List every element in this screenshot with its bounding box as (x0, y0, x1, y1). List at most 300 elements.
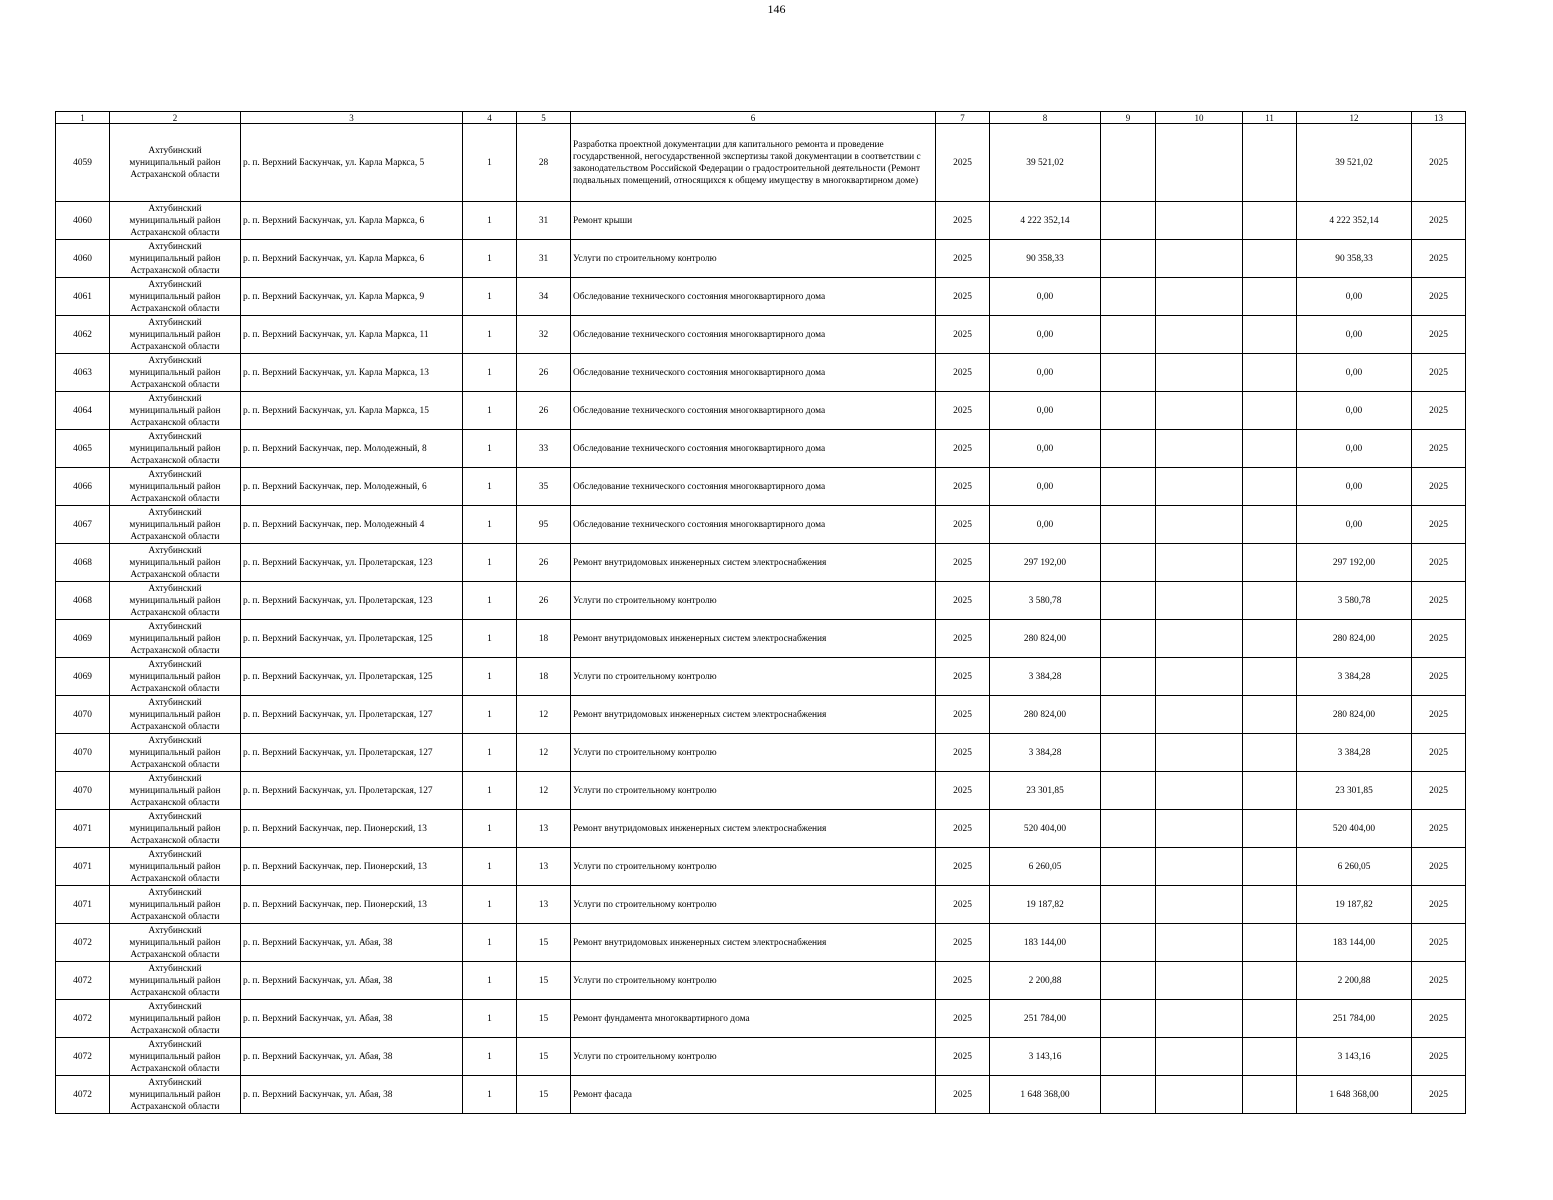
end-year: 2025 (1412, 620, 1466, 658)
year: 2025 (936, 810, 990, 848)
col11-value (1243, 620, 1297, 658)
year: 2025 (936, 544, 990, 582)
municipality (110, 506, 241, 544)
total-cost: 3 580,78 (990, 582, 1101, 620)
col11-value (1243, 430, 1297, 468)
total-cost: 0,00 (990, 506, 1101, 544)
year: 2025 (936, 734, 990, 772)
row-id: 4062 (56, 316, 110, 354)
col9-value (1101, 354, 1156, 392)
year: 2025 (936, 430, 990, 468)
col10-value (1156, 886, 1243, 924)
total-cost: 39 521,02 (990, 124, 1101, 202)
end-year: 2025 (1412, 430, 1466, 468)
fund-cost: 3 384,28 (1297, 734, 1412, 772)
municipality-line: муниципальный район (129, 405, 221, 416)
municipality (110, 316, 241, 354)
fund-cost: 3 384,28 (1297, 658, 1412, 696)
municipality-line: муниципальный район (129, 291, 221, 302)
col5-value: 35 (517, 468, 571, 506)
col10-value (1156, 810, 1243, 848)
municipality-line: Астраханской области (130, 1063, 220, 1074)
end-year: 2025 (1412, 924, 1466, 962)
col4-value: 1 (463, 696, 517, 734)
municipality (110, 430, 241, 468)
municipality-line: Астраханской области (130, 569, 220, 580)
col11-value (1243, 1076, 1297, 1114)
col5-value: 26 (517, 354, 571, 392)
col5-value: 33 (517, 430, 571, 468)
col11-value (1243, 544, 1297, 582)
col11-value (1243, 278, 1297, 316)
address: р. п. Верхний Баскунчак, пер. Пионерский, 13 (241, 810, 463, 848)
col9-value (1101, 240, 1156, 278)
work-type: Услуги по строительному контролю (571, 734, 936, 772)
col5-value: 13 (517, 810, 571, 848)
year: 2025 (936, 354, 990, 392)
end-year: 2025 (1412, 506, 1466, 544)
col9-value (1101, 316, 1156, 354)
address: р. п. Верхний Баскунчак, пер. Пионерский, 13 (241, 848, 463, 886)
end-year: 2025 (1412, 772, 1466, 810)
municipality-line: муниципальный район (129, 671, 221, 682)
table-row (56, 658, 1466, 696)
col9-value (1101, 658, 1156, 696)
total-cost: 0,00 (990, 354, 1101, 392)
address: р. п. Верхний Баскунчак, ул. Пролетарская, 123 (241, 582, 463, 620)
total-cost: 0,00 (990, 468, 1101, 506)
end-year: 2025 (1412, 734, 1466, 772)
work-type: Обследование технического состояния многоквартирного дома (571, 354, 936, 392)
col11-value (1243, 1000, 1297, 1038)
municipality-line: Астраханской области (130, 797, 220, 808)
col5-value: 32 (517, 316, 571, 354)
end-year: 2025 (1412, 240, 1466, 278)
fund-cost: 297 192,00 (1297, 544, 1412, 582)
total-cost: 297 192,00 (990, 544, 1101, 582)
col4-value: 1 (463, 544, 517, 582)
end-year: 2025 (1412, 202, 1466, 240)
end-year: 2025 (1412, 544, 1466, 582)
col10-value (1156, 544, 1243, 582)
col5-value: 26 (517, 544, 571, 582)
municipality-line: Астраханской области (130, 169, 220, 180)
municipality (110, 354, 241, 392)
col4-value: 1 (463, 848, 517, 886)
municipality-line: Астраханской области (130, 531, 220, 542)
total-cost: 90 358,33 (990, 240, 1101, 278)
fund-cost: 280 824,00 (1297, 620, 1412, 658)
col10-value (1156, 316, 1243, 354)
end-year: 2025 (1412, 582, 1466, 620)
col-header-2: 2 (110, 112, 241, 124)
col4-value: 1 (463, 658, 517, 696)
col4-value: 1 (463, 924, 517, 962)
municipality (110, 734, 241, 772)
year: 2025 (936, 848, 990, 886)
col5-value: 31 (517, 202, 571, 240)
address: р. п. Верхний Баскунчак, ул. Карла Маркса, 6 (241, 240, 463, 278)
year: 2025 (936, 392, 990, 430)
municipality-line: муниципальный район (129, 1089, 221, 1100)
year: 2025 (936, 240, 990, 278)
total-cost: 280 824,00 (990, 620, 1101, 658)
total-cost: 0,00 (990, 392, 1101, 430)
municipality-line: муниципальный район (129, 253, 221, 264)
table-row (56, 848, 1466, 886)
col4-value: 1 (463, 1038, 517, 1076)
table-row (56, 582, 1466, 620)
year: 2025 (936, 772, 990, 810)
table-body (56, 124, 1466, 1114)
fund-cost: 3 580,78 (1297, 582, 1412, 620)
row-id: 4064 (56, 392, 110, 430)
col4-value: 1 (463, 582, 517, 620)
end-year: 2025 (1412, 886, 1466, 924)
municipality-line: муниципальный район (129, 557, 221, 568)
municipality-line: муниципальный район (129, 157, 221, 168)
col10-value (1156, 1000, 1243, 1038)
municipality-line: Ахтубинский (148, 925, 202, 936)
municipality (110, 468, 241, 506)
address: р. п. Верхний Баскунчак, ул. Пролетарская, 125 (241, 620, 463, 658)
municipality-line: Ахтубинский (148, 317, 202, 328)
municipality (110, 772, 241, 810)
end-year: 2025 (1412, 316, 1466, 354)
col-header-12: 12 (1297, 112, 1412, 124)
total-cost: 2 200,88 (990, 962, 1101, 1000)
address: р. п. Верхний Баскунчак, ул. Карла Маркса, 5 (241, 124, 463, 202)
col11-value (1243, 924, 1297, 962)
col4-value: 1 (463, 278, 517, 316)
fund-cost: 520 404,00 (1297, 810, 1412, 848)
municipality-line: Ахтубинский (148, 621, 202, 632)
address: р. п. Верхний Баскунчак, пер. Пионерский, 13 (241, 886, 463, 924)
col9-value (1101, 1000, 1156, 1038)
municipality (110, 240, 241, 278)
table-row (56, 1000, 1466, 1038)
col-header-10: 10 (1156, 112, 1243, 124)
year: 2025 (936, 1076, 990, 1114)
col10-value (1156, 468, 1243, 506)
municipality-line: муниципальный район (129, 1051, 221, 1062)
fund-cost: 2 200,88 (1297, 962, 1412, 1000)
address: р. п. Верхний Баскунчак, ул. Пролетарская, 125 (241, 658, 463, 696)
municipality-line: Астраханской области (130, 493, 220, 504)
work-type: Обследование технического состояния многоквартирного дома (571, 506, 936, 544)
end-year: 2025 (1412, 392, 1466, 430)
works-table (55, 111, 1466, 1114)
table-row (56, 1038, 1466, 1076)
col5-value: 15 (517, 1038, 571, 1076)
work-type: Ремонт фундамента многоквартирного дома (571, 1000, 936, 1038)
address: р. п. Верхний Баскунчак, ул. Карла Маркса, 15 (241, 392, 463, 430)
address: р. п. Верхний Баскунчак, ул. Абая, 38 (241, 924, 463, 962)
col11-value (1243, 810, 1297, 848)
table-row (56, 696, 1466, 734)
col4-value: 1 (463, 316, 517, 354)
municipality-line: Ахтубинский (148, 545, 202, 556)
col5-value: 26 (517, 582, 571, 620)
municipality-line: муниципальный район (129, 709, 221, 720)
fund-cost: 6 260,05 (1297, 848, 1412, 886)
year: 2025 (936, 962, 990, 1000)
fund-cost: 183 144,00 (1297, 924, 1412, 962)
fund-cost: 90 358,33 (1297, 240, 1412, 278)
row-id: 4068 (56, 544, 110, 582)
table-row (56, 810, 1466, 848)
municipality-line: Ахтубинский (148, 203, 202, 214)
col11-value (1243, 240, 1297, 278)
row-id: 4067 (56, 506, 110, 544)
row-id: 4071 (56, 886, 110, 924)
col5-value: 18 (517, 620, 571, 658)
col11-value (1243, 582, 1297, 620)
year: 2025 (936, 506, 990, 544)
col9-value (1101, 582, 1156, 620)
row-id: 4070 (56, 772, 110, 810)
col10-value (1156, 202, 1243, 240)
municipality-line: Астраханской области (130, 835, 220, 846)
col4-value: 1 (463, 1076, 517, 1114)
col11-value (1243, 772, 1297, 810)
municipality (110, 202, 241, 240)
col9-value (1101, 278, 1156, 316)
municipality (110, 620, 241, 658)
municipality-line: Астраханской области (130, 227, 220, 238)
municipality-line: Ахтубинский (148, 773, 202, 784)
municipality-line: Ахтубинский (148, 583, 202, 594)
municipality (110, 1000, 241, 1038)
col9-value (1101, 430, 1156, 468)
col10-value (1156, 734, 1243, 772)
col11-value (1243, 696, 1297, 734)
col5-value: 28 (517, 124, 571, 202)
municipality-line: Ахтубинский (148, 697, 202, 708)
col9-value (1101, 468, 1156, 506)
table-row (56, 734, 1466, 772)
table-row (56, 278, 1466, 316)
row-id: 4066 (56, 468, 110, 506)
municipality-line: муниципальный район (129, 443, 221, 454)
fund-cost: 0,00 (1297, 506, 1412, 544)
address: р. п. Верхний Баскунчак, ул. Пролетарская, 127 (241, 772, 463, 810)
municipality (110, 886, 241, 924)
col4-value: 1 (463, 772, 517, 810)
fund-cost: 19 187,82 (1297, 886, 1412, 924)
municipality (110, 582, 241, 620)
col5-value: 15 (517, 1076, 571, 1114)
col10-value (1156, 124, 1243, 202)
municipality-line: Астраханской области (130, 455, 220, 466)
address: р. п. Верхний Баскунчак, ул. Абая, 38 (241, 1076, 463, 1114)
col4-value: 1 (463, 886, 517, 924)
municipality (110, 962, 241, 1000)
row-id: 4061 (56, 278, 110, 316)
total-cost: 19 187,82 (990, 886, 1101, 924)
municipality-line: Ахтубинский (148, 145, 202, 156)
year: 2025 (936, 316, 990, 354)
total-cost: 1 648 368,00 (990, 1076, 1101, 1114)
row-id: 4063 (56, 354, 110, 392)
col5-value: 15 (517, 924, 571, 962)
municipality-line: Астраханской области (130, 417, 220, 428)
end-year: 2025 (1412, 810, 1466, 848)
end-year: 2025 (1412, 848, 1466, 886)
work-type: Ремонт внутридомовых инженерных систем электроснабжения (571, 620, 936, 658)
column-number-row (56, 112, 1466, 124)
col5-value: 15 (517, 962, 571, 1000)
fund-cost: 0,00 (1297, 468, 1412, 506)
year: 2025 (936, 582, 990, 620)
fund-cost: 0,00 (1297, 392, 1412, 430)
col10-value (1156, 1038, 1243, 1076)
total-cost: 0,00 (990, 278, 1101, 316)
col9-value (1101, 810, 1156, 848)
municipality-line: Астраханской области (130, 645, 220, 656)
col9-value (1101, 124, 1156, 202)
col5-value: 12 (517, 772, 571, 810)
year: 2025 (936, 468, 990, 506)
municipality-line: Ахтубинский (148, 507, 202, 518)
row-id: 4071 (56, 810, 110, 848)
municipality-line: Ахтубинский (148, 355, 202, 366)
col5-value: 13 (517, 848, 571, 886)
fund-cost: 0,00 (1297, 430, 1412, 468)
col-header-13: 13 (1412, 112, 1466, 124)
municipality-line: Астраханской области (130, 341, 220, 352)
fund-cost: 1 648 368,00 (1297, 1076, 1412, 1114)
col11-value (1243, 848, 1297, 886)
col4-value: 1 (463, 202, 517, 240)
row-id: 4070 (56, 696, 110, 734)
address: р. п. Верхний Баскунчак, ул. Карла Маркса, 11 (241, 316, 463, 354)
total-cost: 3 143,16 (990, 1038, 1101, 1076)
municipality-line: муниципальный район (129, 823, 221, 834)
row-id: 4068 (56, 582, 110, 620)
table-row (56, 544, 1466, 582)
col-header-5: 5 (517, 112, 571, 124)
municipality-line: Астраханской области (130, 303, 220, 314)
row-id: 4072 (56, 962, 110, 1000)
col4-value: 1 (463, 354, 517, 392)
address: р. п. Верхний Баскунчак, пер. Молодежный, 8 (241, 430, 463, 468)
table-row (56, 1076, 1466, 1114)
col10-value (1156, 924, 1243, 962)
end-year: 2025 (1412, 1076, 1466, 1114)
row-id: 4071 (56, 848, 110, 886)
col4-value: 1 (463, 734, 517, 772)
col-header-8: 8 (990, 112, 1101, 124)
municipality-line: муниципальный район (129, 937, 221, 948)
municipality-line: муниципальный район (129, 215, 221, 226)
col9-value (1101, 886, 1156, 924)
address: р. п. Верхний Баскунчак, ул. Карла Маркса, 6 (241, 202, 463, 240)
work-type: Ремонт внутридомовых инженерных систем электроснабжения (571, 810, 936, 848)
table-row (56, 468, 1466, 506)
work-type: Услуги по строительному контролю (571, 772, 936, 810)
municipality (110, 278, 241, 316)
work-type: Ремонт фасада (571, 1076, 936, 1114)
work-type: Разработка проектной документации для капитального ремонта и проведение государственной, негосударственной экспертизы такой документации в соответствии с законодательством Российской Федерации о градостроительной деятельности (Ремонт подвальных помещений, относящихся к общему имуществу в многоквартирном доме) (571, 124, 936, 202)
work-type: Ремонт внутридомовых инженерных систем электроснабжения (571, 544, 936, 582)
end-year: 2025 (1412, 696, 1466, 734)
municipality-line: Ахтубинский (148, 963, 202, 974)
municipality-line: Астраханской области (130, 759, 220, 770)
col11-value (1243, 124, 1297, 202)
year: 2025 (936, 886, 990, 924)
fund-cost: 0,00 (1297, 316, 1412, 354)
col4-value: 1 (463, 962, 517, 1000)
col10-value (1156, 772, 1243, 810)
address: р. п. Верхний Баскунчак, пер. Молодежный 4 (241, 506, 463, 544)
end-year: 2025 (1412, 658, 1466, 696)
municipality-line: Ахтубинский (148, 1001, 202, 1012)
col5-value: 26 (517, 392, 571, 430)
col10-value (1156, 848, 1243, 886)
col11-value (1243, 1038, 1297, 1076)
row-id: 4070 (56, 734, 110, 772)
col11-value (1243, 658, 1297, 696)
municipality-line: муниципальный район (129, 785, 221, 796)
municipality-line: Астраханской области (130, 1101, 220, 1112)
year: 2025 (936, 202, 990, 240)
end-year: 2025 (1412, 1000, 1466, 1038)
address: р. п. Верхний Баскунчак, ул. Карла Маркса, 9 (241, 278, 463, 316)
total-cost: 520 404,00 (990, 810, 1101, 848)
municipality-line: Ахтубинский (148, 735, 202, 746)
address: р. п. Верхний Баскунчак, пер. Молодежный, 6 (241, 468, 463, 506)
fund-cost: 4 222 352,14 (1297, 202, 1412, 240)
total-cost: 0,00 (990, 316, 1101, 354)
total-cost: 23 301,85 (990, 772, 1101, 810)
table-row (56, 354, 1466, 392)
address: р. п. Верхний Баскунчак, ул. Абая, 38 (241, 1000, 463, 1038)
col5-value: 15 (517, 1000, 571, 1038)
table-row (56, 772, 1466, 810)
address: р. п. Верхний Баскунчак, ул. Пролетарская, 127 (241, 696, 463, 734)
col11-value (1243, 734, 1297, 772)
work-type: Услуги по строительному контролю (571, 886, 936, 924)
work-type: Услуги по строительному контролю (571, 658, 936, 696)
col9-value (1101, 734, 1156, 772)
year: 2025 (936, 124, 990, 202)
work-type: Ремонт внутридомовых инженерных систем электроснабжения (571, 924, 936, 962)
col4-value: 1 (463, 392, 517, 430)
municipality-line: Ахтубинский (148, 279, 202, 290)
work-type: Обследование технического состояния многоквартирного дома (571, 468, 936, 506)
row-id: 4060 (56, 240, 110, 278)
fund-cost: 23 301,85 (1297, 772, 1412, 810)
address: р. п. Верхний Баскунчак, ул. Пролетарская, 127 (241, 734, 463, 772)
municipality-line: Ахтубинский (148, 887, 202, 898)
col5-value: 95 (517, 506, 571, 544)
col10-value (1156, 962, 1243, 1000)
total-cost: 6 260,05 (990, 848, 1101, 886)
row-id: 4072 (56, 1038, 110, 1076)
total-cost: 3 384,28 (990, 734, 1101, 772)
table-row (56, 962, 1466, 1000)
col10-value (1156, 658, 1243, 696)
table-row (56, 240, 1466, 278)
col9-value (1101, 962, 1156, 1000)
municipality-line: Ахтубинский (148, 431, 202, 442)
municipality-line: Астраханской области (130, 379, 220, 390)
municipality (110, 696, 241, 734)
year: 2025 (936, 620, 990, 658)
col9-value (1101, 1076, 1156, 1114)
col10-value (1156, 620, 1243, 658)
